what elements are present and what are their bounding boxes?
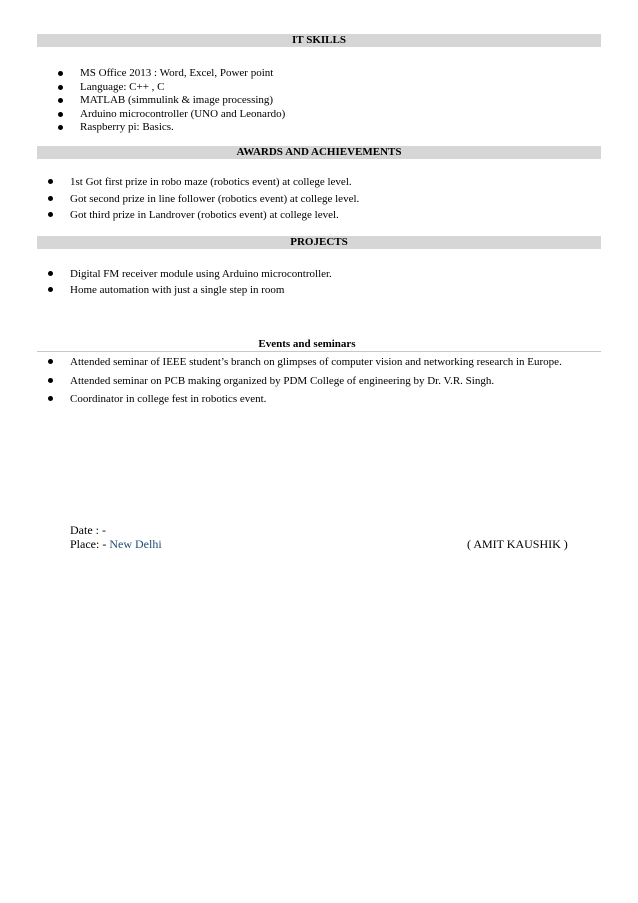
events-heading: Events and seminars: [37, 338, 601, 352]
list-item: Digital FM receiver module using Arduino microcontroller.: [70, 266, 332, 282]
bullet-icon: [58, 85, 63, 90]
bullet-icon: [58, 71, 63, 76]
list-item: Got second prize in line follower (robotics event) at college level.: [70, 191, 359, 208]
bullet-icon: [48, 212, 53, 217]
it-skills-heading: IT SKILLS: [37, 34, 601, 47]
bullet-icon: [48, 396, 53, 401]
signature-name: ( AMIT KAUSHIK ): [467, 537, 568, 551]
place-value: New Delhi: [109, 537, 162, 551]
projects-list: [70, 266, 332, 298]
list-item: Attended seminar on PCB making organized by PDM College of engineering by Dr. V.R. Singh.: [70, 372, 562, 391]
list-item: MATLAB (simmulink & image processing): [80, 94, 285, 108]
list-item: Coordinator in college fest in robotics event.: [70, 390, 562, 409]
bullet-icon: [58, 125, 63, 130]
awards-list: [70, 174, 359, 224]
events-list: [70, 353, 562, 409]
bullet-icon: [48, 378, 53, 383]
awards-heading: AWARDS AND ACHIEVEMENTS: [37, 146, 601, 159]
place-line: Place: - New Delhi: [70, 537, 162, 551]
list-item: MS Office 2013 : Word, Excel, Power point: [80, 67, 285, 81]
list-item: Got third prize in Landrover (robotics event) at college level.: [70, 207, 359, 224]
projects-heading: PROJECTS: [37, 236, 601, 249]
it-skills-list: [80, 67, 285, 135]
list-item: Arduino microcontroller (UNO and Leonardo): [80, 108, 285, 122]
bullet-icon: [48, 179, 53, 184]
list-item: Raspberry pi: Basics.: [80, 121, 285, 135]
bullet-icon: [58, 98, 63, 103]
list-item: Language: C++ , C: [80, 81, 285, 95]
bullet-icon: [48, 359, 53, 364]
bullet-icon: [48, 271, 53, 276]
date-line: Date : -: [70, 523, 106, 537]
list-item: Home automation with just a single step in room: [70, 282, 332, 298]
bullet-icon: [48, 287, 53, 292]
list-item: Attended seminar of IEEE student’s branch on glimpses of computer vision and networking research in Europe.: [70, 353, 562, 372]
bullet-icon: [48, 196, 53, 201]
bullet-icon: [58, 112, 63, 117]
list-item: 1st Got first prize in robo maze (robotics event) at college level.: [70, 174, 359, 191]
